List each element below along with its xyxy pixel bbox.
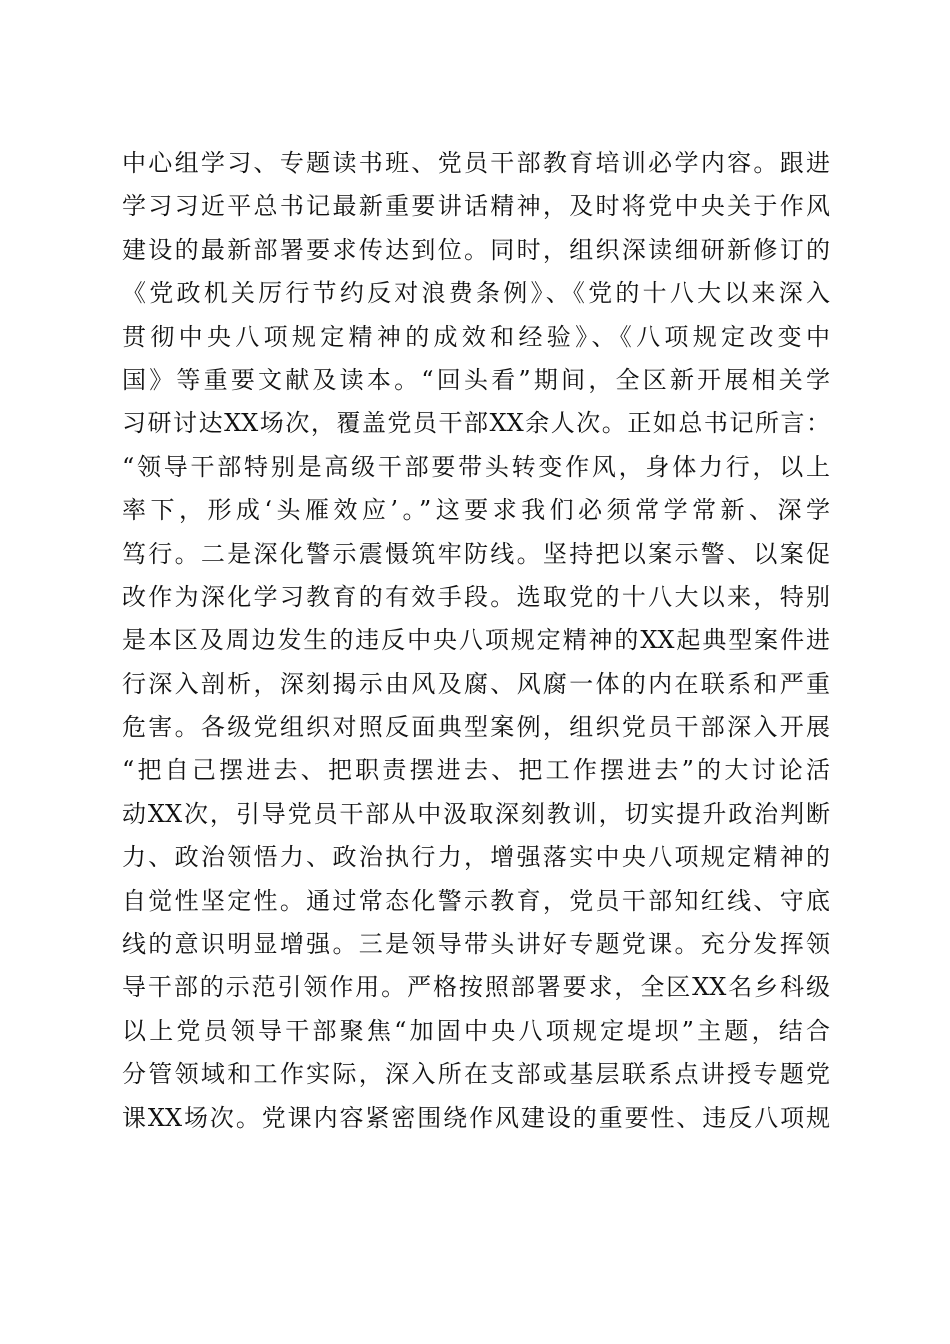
document-body	[122, 142, 830, 1140]
text-line: “把自己摆进去、把职责摆进去、把工作摆进去”的大讨论活	[122, 756, 830, 785]
text-line: 线的意识明显增强。三是领导带头讲好专题党课。充分发挥领	[122, 930, 830, 959]
text-line: 是本区及周边发生的违反中央八项规定精神的XX起典型案件进	[122, 626, 830, 655]
text-line: 导干部的示范引领作用。严格按照部署要求，全区XX名乡科级	[122, 973, 830, 1002]
text-line: 自觉性坚定性。通过常态化警示教育，党员干部知红线、守底	[122, 886, 830, 915]
text-line: 学习习近平总书记最新重要讲话精神，及时将党中央关于作风	[122, 192, 830, 221]
text-line: 动XX次，引导党员干部从中汲取深刻教训，切实提升政治判断	[122, 799, 830, 828]
text-line: 改作为深化学习教育的有效手段。选取党的十八大以来，特别	[122, 582, 830, 611]
text-line: 力、政治领悟力、政治执行力，增强落实中央八项规定精神的	[122, 843, 830, 872]
text-line: “领导干部特别是高级干部要带头转变作风，身体力行，以上	[122, 452, 830, 481]
text-line: 分管领域和工作实际，深入所在支部或基层联系点讲授专题党	[122, 1060, 830, 1089]
text-line: 建设的最新部署要求传达到位。同时，组织深读细研新修订的	[122, 235, 830, 264]
text-line: 率下，形成‘头雁效应’。”这要求我们必须常学常新、深学	[122, 496, 830, 525]
text-line: 贯彻中央八项规定精神的成效和经验》、《八项规定改变中	[122, 322, 830, 351]
text-line: 课XX场次。党课内容紧密围绕作风建设的重要性、违反八项规	[122, 1103, 830, 1132]
text-line: 行深入剖析，深刻揭示由风及腐、风腐一体的内在联系和严重	[122, 669, 830, 698]
text-line: 以上党员领导干部聚焦“加固中央八项规定堤坝”主题，结合	[122, 1016, 830, 1045]
text-line: 国》等重要文献及读本。“回头看”期间，全区新开展相关学	[122, 365, 830, 394]
text-line: 《党政机关厉行节约反对浪费条例》、《党的十八大以来深入	[122, 279, 830, 308]
text-line: 中心组学习、专题读书班、党员干部教育培训必学内容。跟进	[122, 149, 830, 177]
text-line: 危害。各级党组织对照反面典型案例，组织党员干部深入开展	[122, 713, 830, 742]
text-line: 习研讨达XX场次，覆盖党员干部XX余人次。正如总书记所言：	[122, 409, 830, 438]
text-line: 笃行。二是深化警示震慑筑牢防线。坚持把以案示警、以案促	[122, 539, 830, 568]
